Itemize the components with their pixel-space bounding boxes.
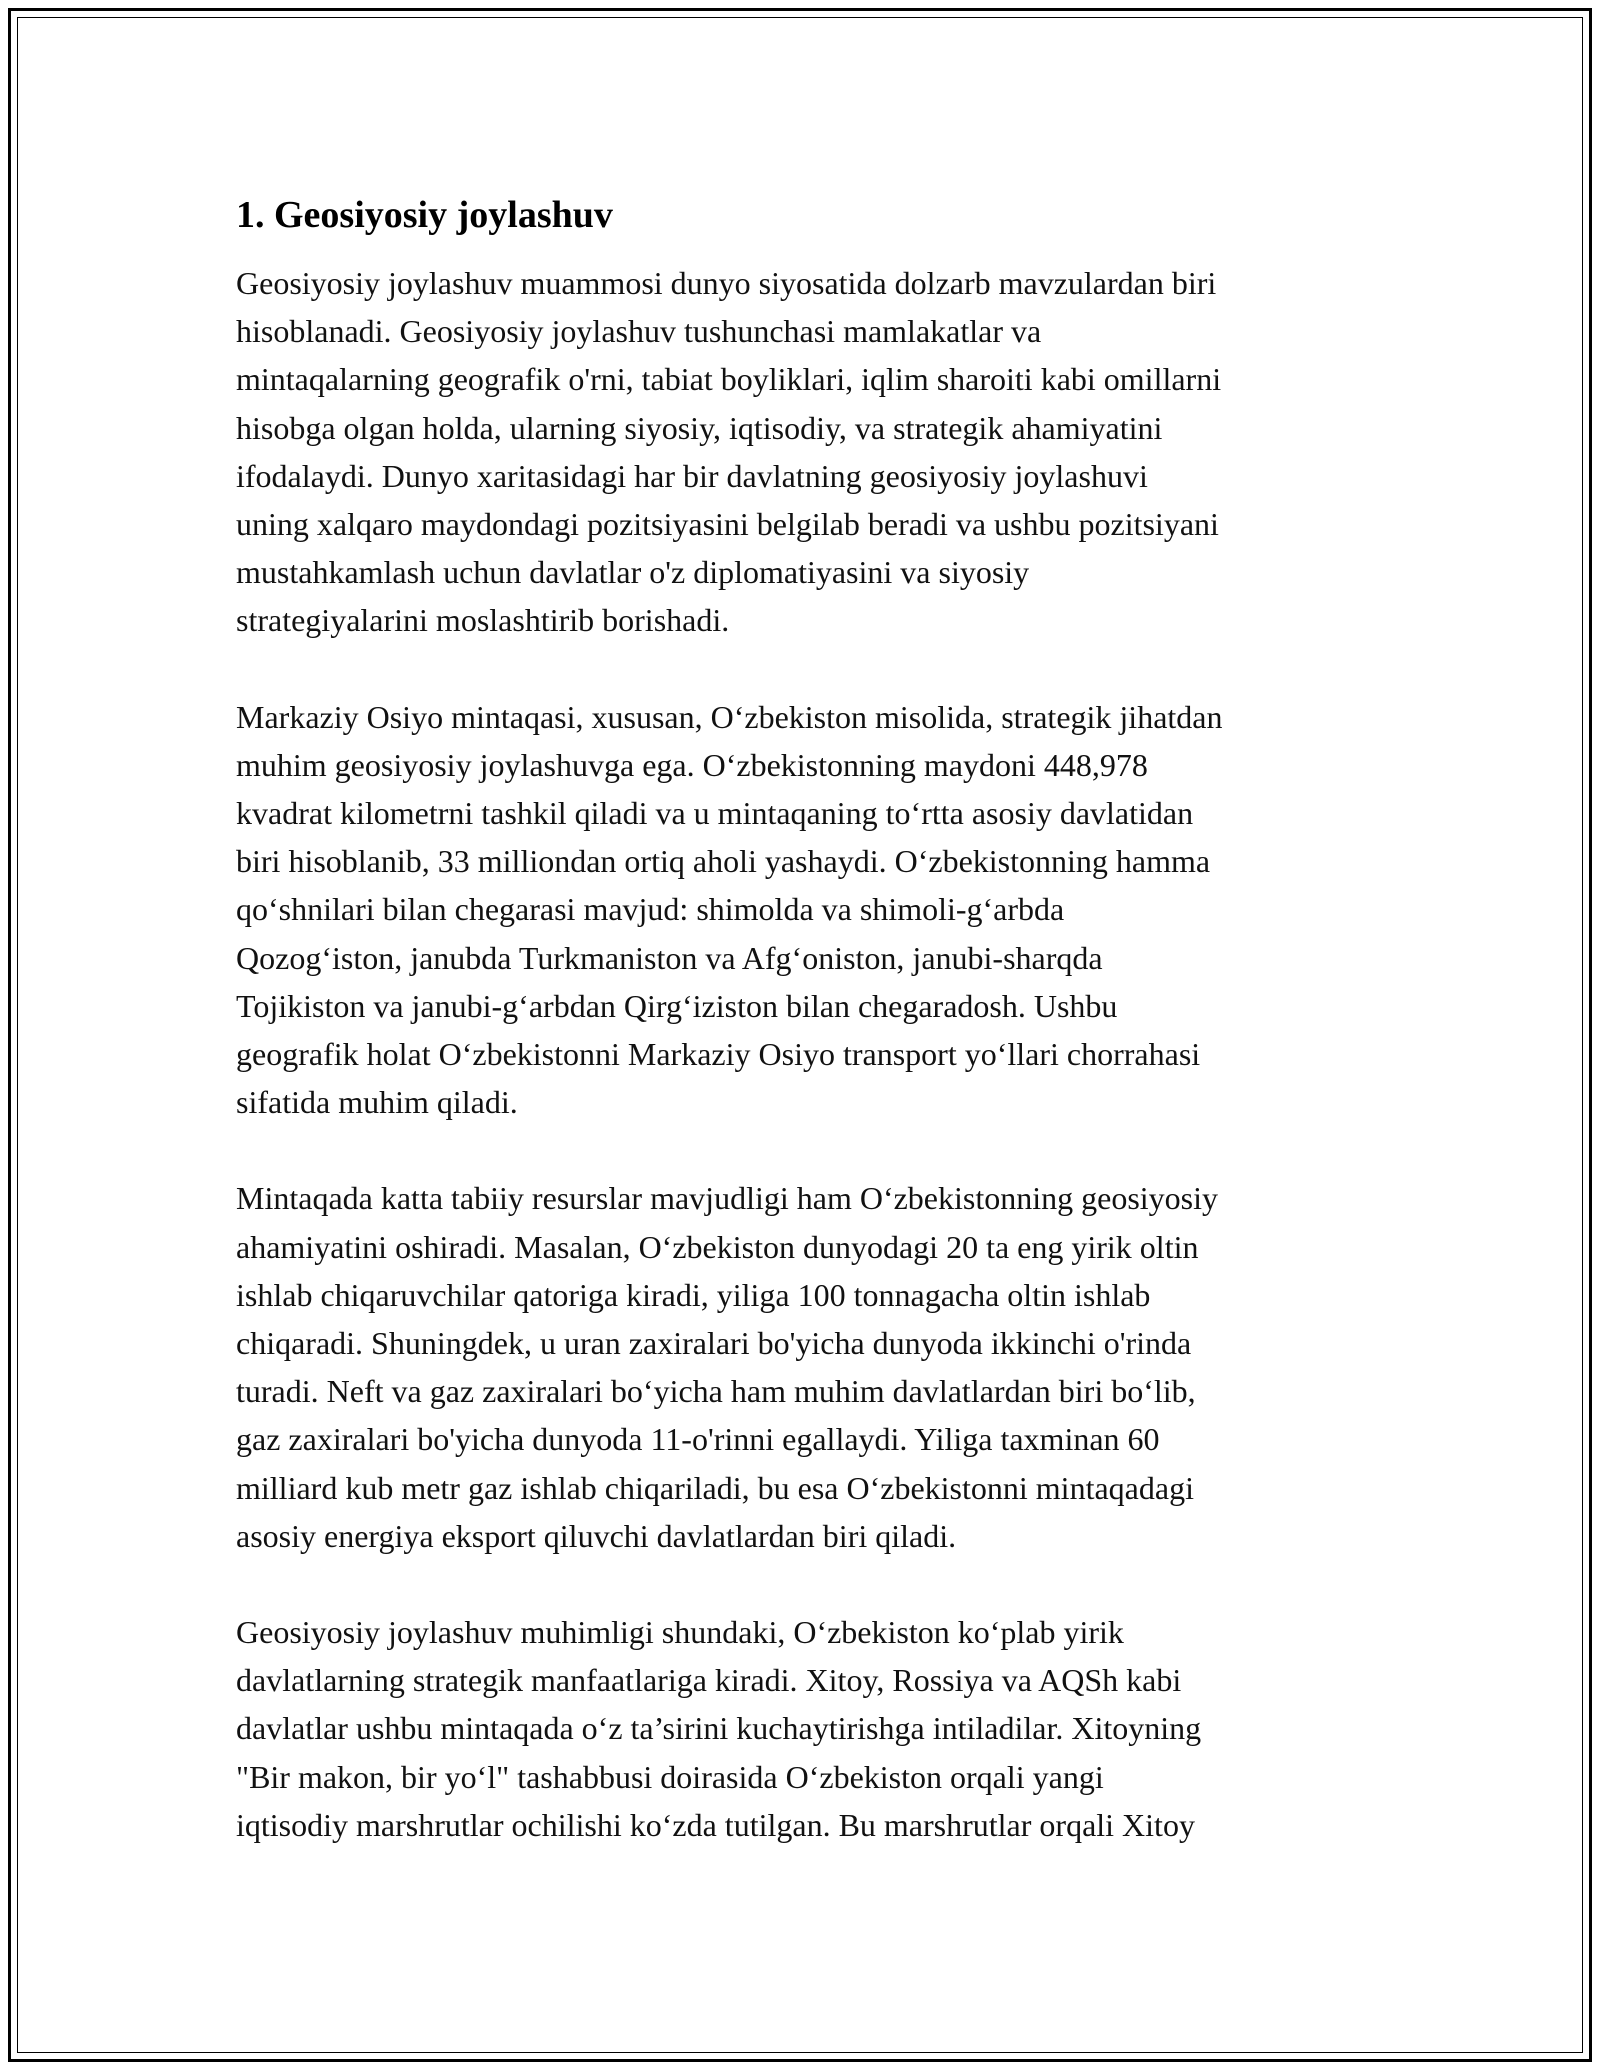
text-line: biri hisoblanib, 33 milliondan ortiq aholi yashaydi. O‘zbekistonning hamma bbox=[236, 843, 1211, 880]
text-line: turadi. Neft va gaz zaxiralari bo‘yicha ham muhim davlatlardan biri bo‘lib, bbox=[236, 1373, 1196, 1410]
text-line: mustahkamlash uchun davlatlar o'z diplomatiyasini va siyosiy bbox=[236, 554, 1030, 591]
paragraph-4 bbox=[236, 1608, 1376, 1849]
text-line: iqtisodiy marshrutlar ochilishi ko‘zda tutilgan. Bu marshrutlar orqali Xitoy bbox=[236, 1806, 1195, 1843]
text-line: asosiy energiya eksport qiluvchi davlatlardan biri qiladi. bbox=[236, 1517, 957, 1554]
text-line: Markaziy Osiyo mintaqasi, xususan, O‘zbekiston misolida, strategik jihatdan bbox=[236, 698, 1223, 735]
text-line: Qozog‘iston, janubda Turkmaniston va Afg‘oniston, janubi-sharqda bbox=[236, 939, 1103, 976]
text-line: hisoblanadi. Geosiyosiy joylashuv tushunchasi mamlakatlar va bbox=[236, 313, 1042, 350]
text-line: mintaqalarning geografik o'rni, tabiat boyliklari, iqlim sharoiti kabi omillarni bbox=[236, 361, 1222, 398]
paragraph-1 bbox=[236, 259, 1376, 645]
text-line: kvadrat kilometrni tashkil qiladi va u mintaqaning to‘rtta asosiy davlatidan bbox=[236, 795, 1194, 832]
paragraph-2 bbox=[236, 693, 1376, 1127]
document-body bbox=[236, 185, 1376, 1897]
text-line: Tojikiston va janubi-g‘arbdan Qirg‘iziston bilan chegaradosh. Ushbu bbox=[236, 987, 1118, 1024]
text-line: sifatida muhim qiladi. bbox=[236, 1084, 518, 1121]
text-line: strategiyalarini moslashtirib borishadi. bbox=[236, 602, 730, 639]
text-line: milliard kub metr gaz ishlab chiqariladi, bu esa O‘zbekistonni mintaqadagi bbox=[236, 1469, 1194, 1506]
text-line: "Bir makon, bir yo‘l" tashabbusi doirasida O‘zbekiston orqali yangi bbox=[236, 1758, 1104, 1795]
text-line: hisobga olgan holda, ularning siyosiy, iqtisodiy, va strategik ahamiyatini bbox=[236, 409, 1163, 446]
text-line: ifodalaydi. Dunyo xaritasidagi har bir davlatning geosiyosiy joylashuvi bbox=[236, 457, 1148, 494]
paragraph-3 bbox=[236, 1174, 1376, 1560]
text-line: Geosiyosiy joylashuv muhimligi shundaki, O‘zbekiston ko‘plab yirik bbox=[236, 1614, 1124, 1651]
text-line: muhim geosiyosiy joylashuvga ega. O‘zbekistonning maydoni 448,978 bbox=[236, 746, 1148, 783]
text-line: Geosiyosiy joylashuv muammosi dunyo siyosatida dolzarb mavzulardan biri bbox=[236, 265, 1217, 301]
text-line: qo‘shnilari bilan chegarasi mavjud: shimolda va shimoli-g‘arbda bbox=[236, 891, 1065, 928]
text-line: geografik holat O‘zbekistonni Markaziy Osiyo transport yo‘llari chorrahasi bbox=[236, 1036, 1201, 1073]
text-line: davlatlarning strategik manfaatlariga kiradi. Xitoy, Rossiya va AQSh kabi bbox=[236, 1662, 1182, 1699]
text-line: ahamiyatini oshiradi. Masalan, O‘zbekiston dunyodagi 20 ta eng yirik oltin bbox=[236, 1228, 1199, 1265]
section-heading: 1. Geosiyosiy joylashuv bbox=[236, 194, 613, 236]
text-line: chiqaradi. Shuningdek, u uran zaxiralari bo'yicha dunyoda ikkinchi o'rinda bbox=[236, 1325, 1192, 1362]
text-line: Mintaqada katta tabiiy resurslar mavjudligi ham O‘zbekistonning geosiyosiy bbox=[236, 1180, 1219, 1217]
text-line: ishlab chiqaruvchilar qatoriga kiradi, yiliga 100 tonnagacha oltin ishlab bbox=[236, 1276, 1151, 1313]
text-line: uning xalqaro maydondagi pozitsiyasini belgilab beradi va ushbu pozitsiyani bbox=[236, 506, 1219, 543]
text-line: gaz zaxiralari bo'yicha dunyoda 11-o'rinni egallaydi. Yiliga taxminan 60 bbox=[236, 1421, 1160, 1458]
text-line: davlatlar ushbu mintaqada o‘z ta’sirini kuchaytirishga intiladilar. Xitoyning bbox=[236, 1710, 1202, 1747]
